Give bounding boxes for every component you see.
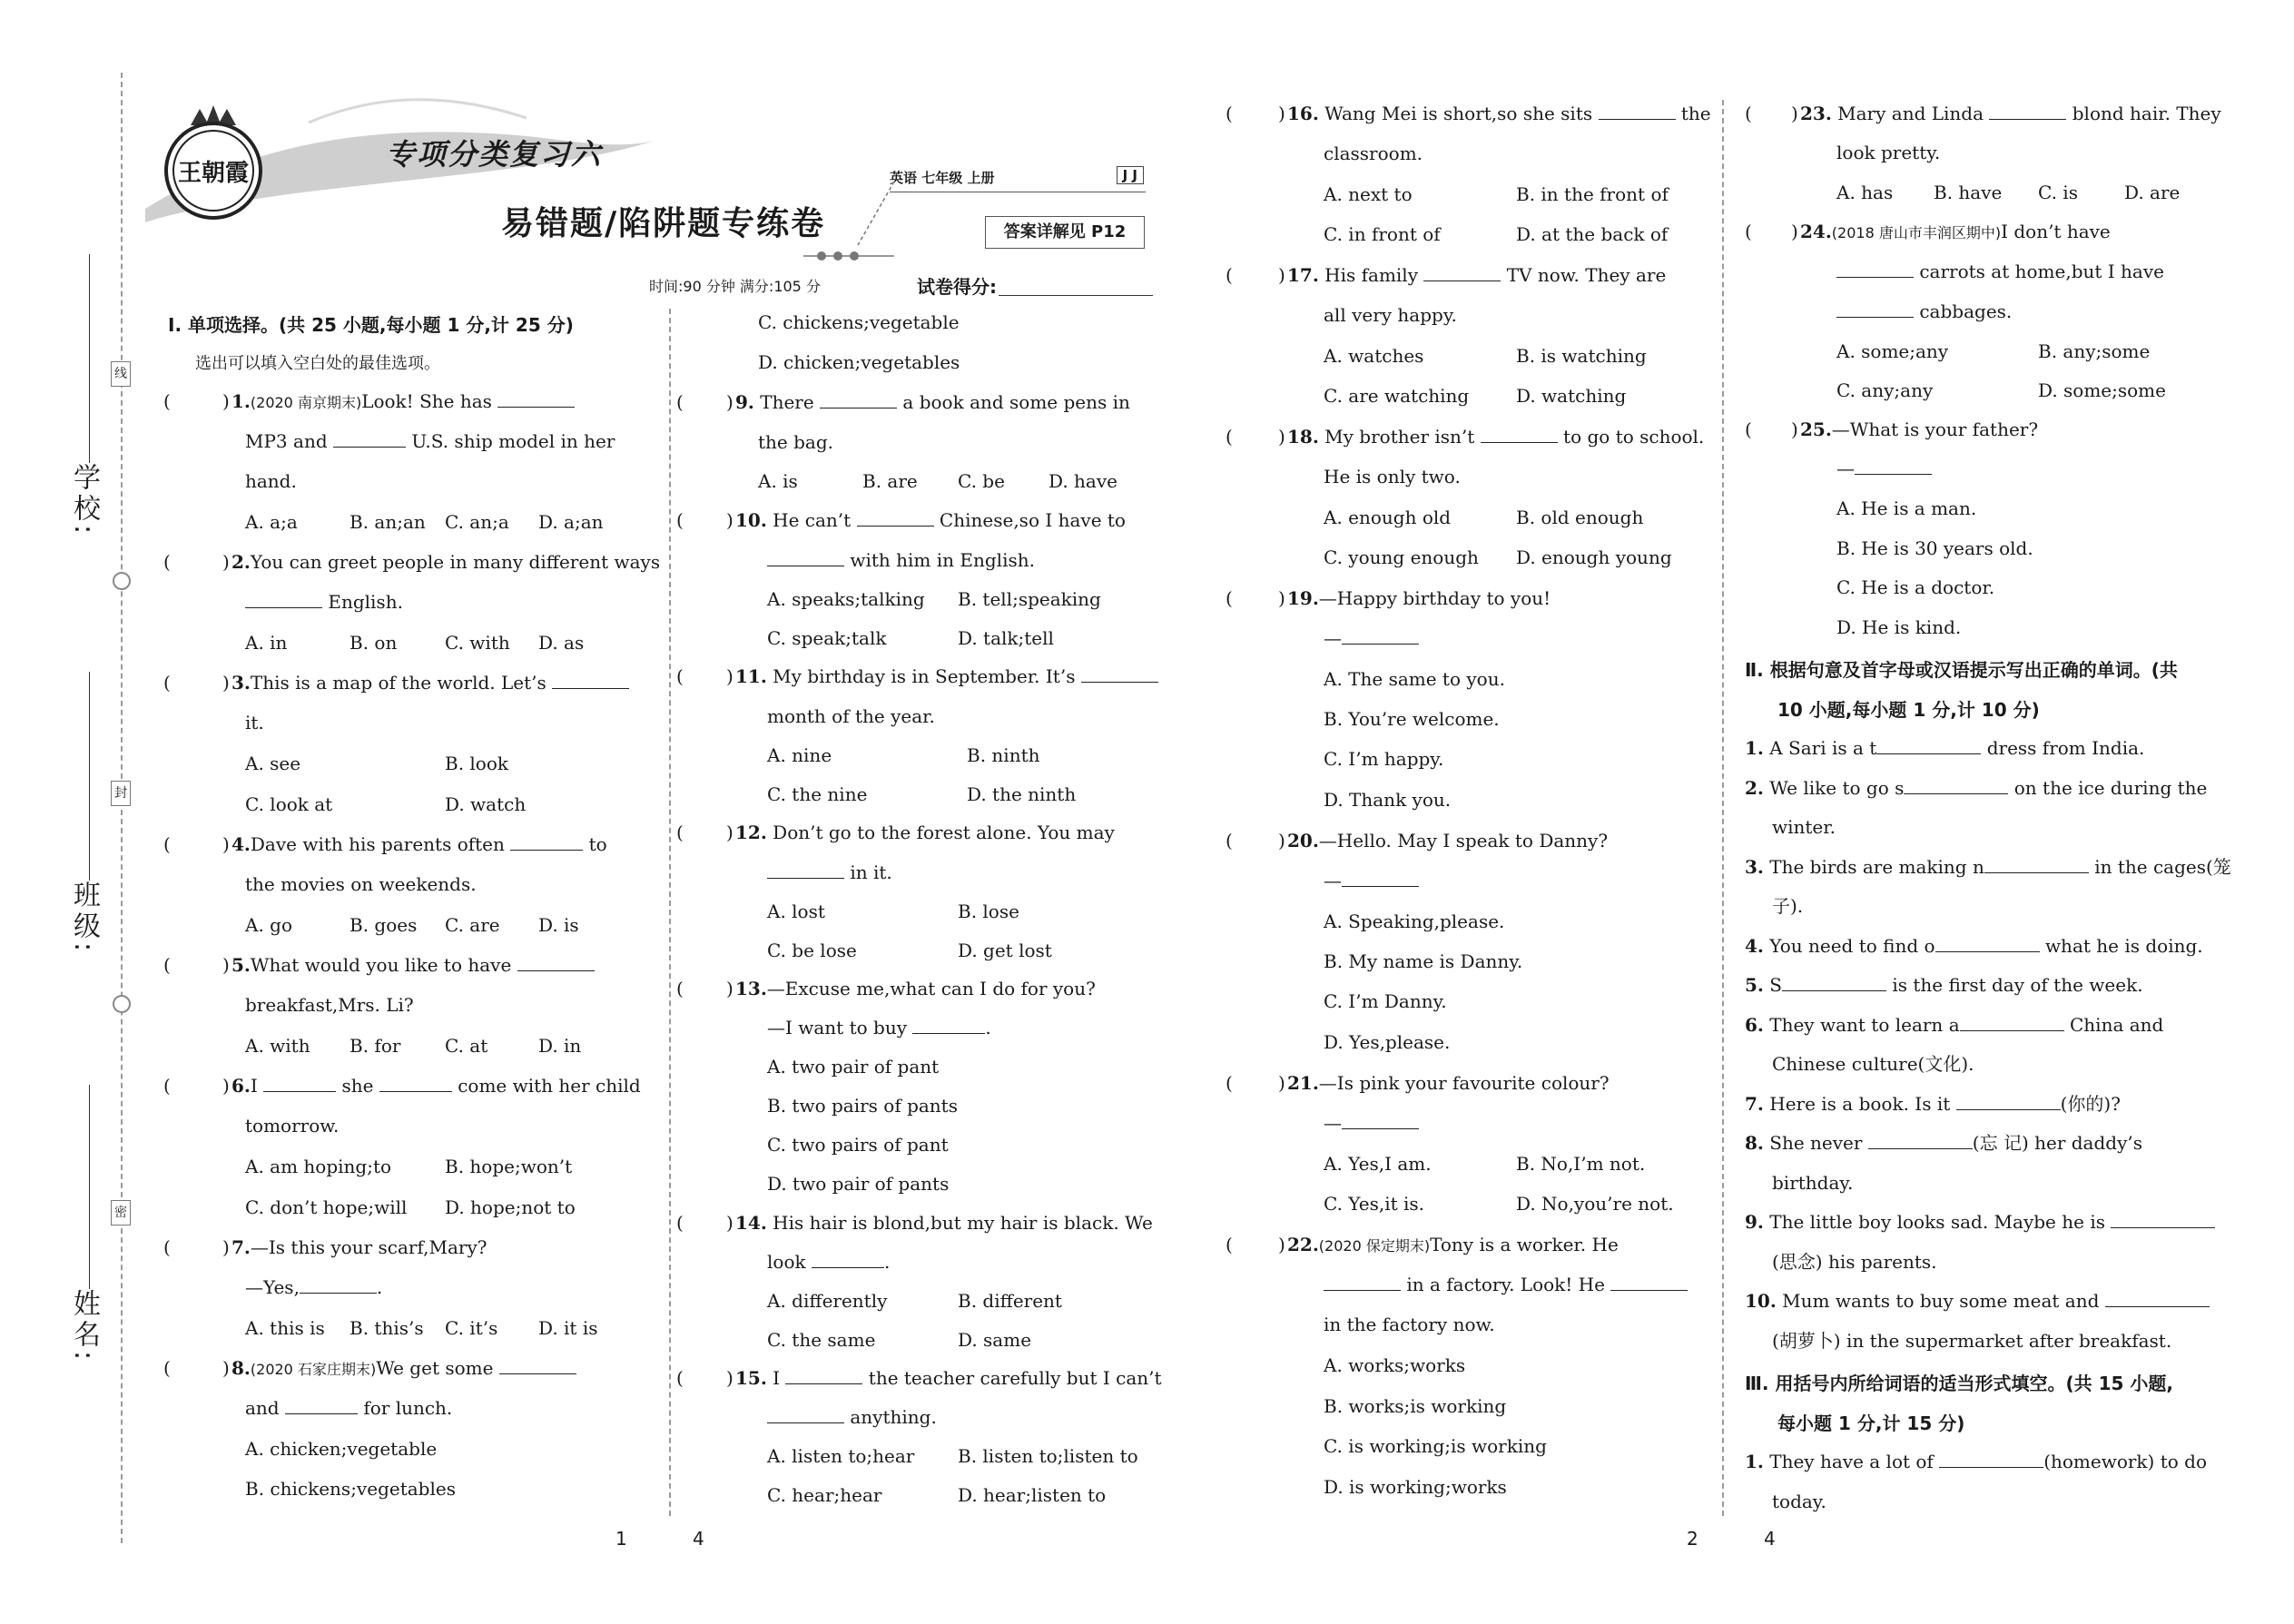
blank[interactable] — [2111, 1227, 2215, 1228]
option-a[interactable]: A. in — [245, 632, 288, 654]
option-c[interactable]: C. in front of — [1324, 223, 1441, 245]
option-d[interactable]: D. Thank you. — [1324, 789, 1452, 811]
blank[interactable] — [1342, 644, 1419, 645]
header-dots — [803, 182, 903, 263]
answer-slot[interactable] — [685, 1212, 724, 1235]
blank[interactable] — [1481, 442, 1558, 443]
section3-subtitle: 每小题 1 分,计 15 分) — [1777, 1412, 1965, 1434]
score-field[interactable] — [999, 295, 1153, 296]
school-label: 学校: — [68, 463, 100, 538]
option-c[interactable]: C. Yes,it is. — [1324, 1193, 1425, 1215]
logo-text: 王朝霞 — [177, 160, 249, 187]
option-d[interactable]: D. as — [538, 632, 585, 654]
option-c[interactable]: C. the same — [767, 1329, 876, 1351]
binding-mark-xian: 线 — [111, 361, 131, 387]
blank[interactable] — [245, 607, 322, 608]
option-a[interactable]: A. am hoping;to — [245, 1156, 392, 1177]
option-c[interactable]: C. be lose — [767, 940, 857, 961]
option-b[interactable]: B. different — [958, 1290, 1062, 1312]
option-c[interactable]: C. an;a — [445, 511, 509, 533]
fill-item-1: 1. A Sari is a t dress from India. — [1745, 737, 2145, 759]
blank[interactable] — [812, 1267, 884, 1268]
fill-item-5: 5. S is the first day of the week. — [1745, 974, 2143, 996]
option-c[interactable]: C. is working;is working — [1324, 1435, 1547, 1457]
option-c[interactable]: C. don’t hope;will — [245, 1196, 408, 1218]
option-c[interactable]: C. the nine — [767, 783, 868, 805]
section2-title: Ⅱ. 根据句意及首字母或汉语提示写出正确的单词。(共 — [1745, 659, 2178, 681]
fill-item-7: 7. Here is a book. Is it (你的)? — [1745, 1093, 2121, 1115]
option-a[interactable]: A. enough old — [1324, 507, 1452, 528]
class-label: 班级: — [68, 881, 100, 956]
answer-slot[interactable] — [685, 1367, 724, 1391]
option-c[interactable]: C. be — [958, 470, 1005, 492]
blank[interactable] — [912, 1033, 985, 1034]
option-b[interactable]: B. lose — [958, 901, 1019, 922]
answer-slot[interactable] — [1754, 103, 1788, 126]
blank[interactable] — [1836, 277, 1914, 278]
option-c[interactable]: C. any;any — [1836, 379, 1934, 401]
binding-line — [121, 73, 123, 1543]
option-c[interactable]: C. two pairs of pant — [767, 1134, 949, 1156]
option-d[interactable]: D. are — [2124, 182, 2181, 203]
option-b[interactable]: B. ninth — [967, 744, 1040, 766]
page-number: 1 — [615, 1528, 627, 1550]
blank[interactable] — [1939, 1467, 2043, 1468]
option-a[interactable]: A. works;works — [1324, 1354, 1466, 1376]
blank[interactable] — [767, 878, 844, 879]
fill-item-6: 6. They want to learn a China and — [1745, 1014, 2164, 1036]
option-c[interactable]: C. I’m Danny. — [1324, 990, 1447, 1012]
option-c[interactable]: C. look at — [245, 793, 333, 815]
option-c[interactable]: C. with — [445, 632, 510, 654]
answer-slot[interactable] — [1235, 426, 1275, 449]
edition-badge: J J — [1117, 166, 1144, 184]
option-a[interactable]: A. a;a — [245, 511, 298, 533]
option-a[interactable]: A. Speaking,please. — [1324, 910, 1505, 932]
answer-slot[interactable] — [172, 1357, 218, 1381]
blank[interactable] — [300, 1293, 377, 1294]
blank[interactable] — [1836, 317, 1914, 318]
answer-reference: 答案详解见 P12 — [985, 216, 1145, 249]
score-label: 试卷得分: — [917, 276, 997, 298]
fill-item-8: 8. She never (忘 记) her daddy’s — [1745, 1132, 2143, 1154]
blank[interactable] — [285, 1413, 358, 1414]
subject-grade: 英语 七年级 上册 — [890, 170, 995, 186]
option-a[interactable]: A. go — [245, 914, 293, 936]
option-d[interactable]: D. a;an — [538, 511, 604, 533]
option-c[interactable]: C. He is a doctor. — [1836, 576, 1995, 598]
blank[interactable] — [767, 1422, 844, 1423]
fill-item-9: 9. The little boy looks sad. Maybe he is — [1745, 1202, 2215, 1242]
option-b[interactable]: B. tell;speaking — [958, 588, 1101, 610]
answer-slot[interactable] — [172, 390, 218, 414]
page-number: 2 — [1687, 1528, 1698, 1550]
answer-slot[interactable] — [1235, 587, 1275, 611]
answer-slot[interactable] — [685, 391, 724, 415]
blank[interactable] — [1081, 682, 1158, 683]
answer-slot[interactable] — [172, 833, 218, 857]
fill-item-2: 2. We like to go s on the ice during the — [1745, 777, 2208, 799]
blank[interactable] — [1599, 119, 1676, 120]
answer-slot[interactable] — [1235, 1234, 1275, 1257]
form-item-1: 1. They have a lot of (homework) to do — [1745, 1451, 2207, 1472]
blank[interactable] — [857, 526, 934, 527]
option-a[interactable]: A. speaks;talking — [767, 588, 925, 610]
fill-item-10: 10. Mum wants to buy some meat and — [1745, 1281, 2210, 1321]
option-b[interactable]: B. an;an — [350, 511, 426, 533]
option-c[interactable]: C. at — [445, 1035, 488, 1057]
answer-slot[interactable] — [1754, 221, 1788, 244]
blank[interactable] — [1935, 951, 2040, 952]
answer-slot[interactable] — [1235, 1072, 1275, 1096]
section1-instruction: 选出可以填入空白处的最佳选项。 — [195, 354, 440, 373]
option-d[interactable]: D. watch — [445, 793, 527, 815]
blank[interactable] — [517, 970, 595, 971]
answer-slot[interactable] — [685, 822, 724, 845]
answer-slot[interactable] — [172, 672, 218, 695]
option-b[interactable]: B. look — [445, 753, 509, 774]
option-d[interactable]: D. two pair of pants — [767, 1173, 950, 1195]
option-a[interactable]: A. Yes,I am. — [1324, 1153, 1432, 1175]
binding-mark-mi: 密 — [111, 1200, 131, 1225]
option-b[interactable]: B. chickens;vegetables — [245, 1478, 456, 1500]
option-d[interactable]: D. chicken;vegetables — [758, 351, 960, 373]
option-c[interactable]: C. hear;hear — [767, 1484, 882, 1506]
blank[interactable] — [1989, 119, 2066, 120]
option-c[interactable]: C. are — [445, 914, 500, 936]
time-score-info: 时间:90 分钟 满分:105 分 — [649, 278, 821, 295]
option-d[interactable]: D. at the back of — [1516, 223, 1669, 245]
option-d[interactable]: D. in — [538, 1035, 582, 1057]
option-a[interactable]: A. chicken;vegetable — [245, 1438, 438, 1460]
binding-hole — [113, 572, 131, 590]
option-a[interactable]: A. is — [758, 470, 798, 492]
section1-title: Ⅰ. 单项选择。(共 25 小题,每小题 1 分,计 25 分) — [168, 314, 574, 336]
blank[interactable] — [510, 850, 583, 851]
blank[interactable] — [1876, 753, 1981, 754]
option-d[interactable]: D. the ninth — [967, 783, 1077, 805]
blank[interactable] — [1956, 1109, 2061, 1110]
option-d[interactable]: D. have — [1049, 470, 1117, 492]
option-a[interactable]: A. nine — [767, 744, 832, 766]
option-a[interactable]: A. some;any — [1836, 340, 1949, 362]
option-b[interactable]: B. this’s — [350, 1317, 424, 1339]
section3-title: Ⅲ. 用括号内所给词语的适当形式填空。(共 15 小题, — [1745, 1373, 2173, 1394]
option-d[interactable]: D. He is kind. — [1836, 616, 1962, 638]
fill-item-3: 3. The birds are making n in the cages(笼 — [1745, 856, 2231, 878]
option-a[interactable]: A. watches — [1324, 345, 1424, 367]
option-a[interactable]: A. lost — [767, 901, 825, 922]
blank[interactable] — [1960, 1030, 2064, 1031]
option-b[interactable]: B. My name is Danny. — [1324, 950, 1523, 972]
answer-slot[interactable] — [1235, 103, 1275, 126]
option-a[interactable]: A. has — [1836, 182, 1894, 203]
binding-hole — [113, 995, 131, 1013]
answer-slot[interactable] — [1235, 830, 1275, 853]
blank[interactable] — [499, 1373, 576, 1374]
option-a[interactable]: A. two pair of pant — [767, 1056, 940, 1078]
blank[interactable] — [1984, 872, 2089, 873]
option-c[interactable]: C. is — [2038, 182, 2078, 203]
option-b[interactable]: B. have — [1934, 182, 2003, 203]
blank[interactable] — [1868, 1148, 1973, 1149]
option-b[interactable]: B. No,I’m not. — [1516, 1153, 1646, 1175]
option-b[interactable]: B. in the front of — [1516, 183, 1669, 205]
page-total: 4 — [1764, 1528, 1776, 1550]
answer-slot[interactable] — [685, 509, 724, 533]
option-d[interactable]: D. No,you’re not. — [1516, 1193, 1674, 1215]
option-b[interactable]: B. goes — [350, 914, 418, 936]
answer-slot[interactable] — [685, 978, 724, 1001]
option-d[interactable]: D. hope;not to — [445, 1196, 576, 1218]
option-c[interactable]: C. speak;talk — [767, 627, 887, 649]
blank[interactable] — [1342, 1128, 1419, 1129]
answer-slot[interactable] — [172, 1236, 218, 1260]
option-b[interactable]: B. works;is working — [1324, 1395, 1507, 1417]
option-d[interactable]: D. is — [538, 914, 579, 936]
header-meta — [890, 168, 1146, 192]
blank[interactable] — [263, 1091, 336, 1092]
blank[interactable] — [785, 1383, 862, 1384]
blank[interactable] — [1324, 1290, 1401, 1291]
option-b[interactable]: B. for — [350, 1035, 401, 1057]
option-a[interactable]: A. with — [245, 1035, 310, 1057]
answer-slot[interactable] — [172, 954, 218, 978]
answer-slot[interactable] — [1235, 264, 1275, 288]
option-b[interactable]: B. hope;won’t — [445, 1156, 573, 1177]
blank[interactable] — [1904, 793, 2008, 794]
option-d[interactable]: D. enough young — [1516, 546, 1672, 568]
blank[interactable] — [1342, 886, 1419, 887]
page-total: 4 — [693, 1528, 704, 1550]
name-label: 姓名: — [68, 1289, 100, 1364]
blank[interactable] — [552, 688, 629, 689]
answer-slot[interactable] — [172, 1075, 218, 1098]
answer-slot[interactable] — [1754, 418, 1788, 442]
fill-item-4: 4. You need to find o what he is doing. — [1745, 935, 2203, 957]
option-b[interactable]: B. He is 30 years old. — [1836, 537, 2033, 559]
option-a[interactable]: A. He is a man. — [1836, 497, 1977, 519]
option-a[interactable]: A. The same to you. — [1324, 668, 1505, 690]
option-b[interactable]: B. old enough — [1516, 507, 1644, 528]
blank[interactable] — [1782, 990, 1886, 991]
column-divider — [1722, 100, 1724, 1516]
class-field[interactable] — [89, 672, 90, 881]
option-b[interactable]: B. listen to;listen to — [958, 1445, 1138, 1467]
answer-slot[interactable] — [172, 551, 218, 575]
blank[interactable] — [1855, 474, 1932, 475]
option-d[interactable]: D. talk;tell — [958, 627, 1054, 649]
option-b[interactable]: B. You’re welcome. — [1324, 708, 1500, 730]
option-c[interactable]: C. it’s — [445, 1317, 498, 1339]
option-b[interactable]: B. any;some — [2038, 340, 2151, 362]
series-title: 专项分类复习六 — [386, 137, 603, 172]
option-d[interactable]: D. Yes,please. — [1324, 1031, 1451, 1053]
option-d[interactable]: D. watching — [1516, 385, 1627, 407]
option-a[interactable]: A. differently — [767, 1290, 888, 1312]
blank[interactable] — [497, 407, 575, 408]
answer-slot[interactable] — [685, 665, 724, 689]
option-d[interactable]: D. some;some — [2038, 379, 2166, 401]
option-a[interactable]: A. listen to;hear — [767, 1445, 915, 1467]
option-d[interactable]: D. it is — [538, 1317, 598, 1339]
option-b[interactable]: B. two pairs of pants — [767, 1095, 958, 1117]
blank[interactable] — [379, 1091, 452, 1092]
blank[interactable] — [2105, 1306, 2210, 1307]
option-b[interactable]: B. on — [350, 632, 398, 654]
option-c[interactable]: C. chickens;vegetable — [758, 311, 960, 333]
option-d[interactable]: D. is working;works — [1324, 1476, 1507, 1498]
section2-subtitle: 10 小题,每小题 1 分,计 10 分) — [1777, 699, 2040, 721]
blank[interactable] — [333, 447, 406, 448]
option-d[interactable]: D. get lost — [958, 940, 1052, 961]
page-title: 易错题/陷阱题专练卷 — [501, 205, 826, 242]
option-c[interactable]: C. are watching — [1324, 385, 1470, 407]
option-a[interactable]: A. this is — [245, 1317, 325, 1339]
option-b[interactable]: B. are — [862, 470, 918, 492]
option-a[interactable]: A. next to — [1324, 183, 1413, 205]
option-b[interactable]: B. is watching — [1516, 345, 1647, 367]
option-a[interactable]: A. see — [245, 753, 301, 774]
blank[interactable] — [1610, 1290, 1688, 1291]
option-d[interactable]: D. hear;listen to — [958, 1484, 1107, 1506]
binding-mark-feng: 封 — [111, 781, 131, 806]
name-field[interactable] — [89, 1085, 90, 1289]
school-field[interactable] — [89, 254, 90, 463]
option-d[interactable]: D. same — [958, 1329, 1032, 1351]
option-c[interactable]: C. I’m happy. — [1324, 748, 1444, 770]
column-divider — [669, 309, 671, 1516]
option-c[interactable]: C. young enough — [1324, 546, 1479, 568]
